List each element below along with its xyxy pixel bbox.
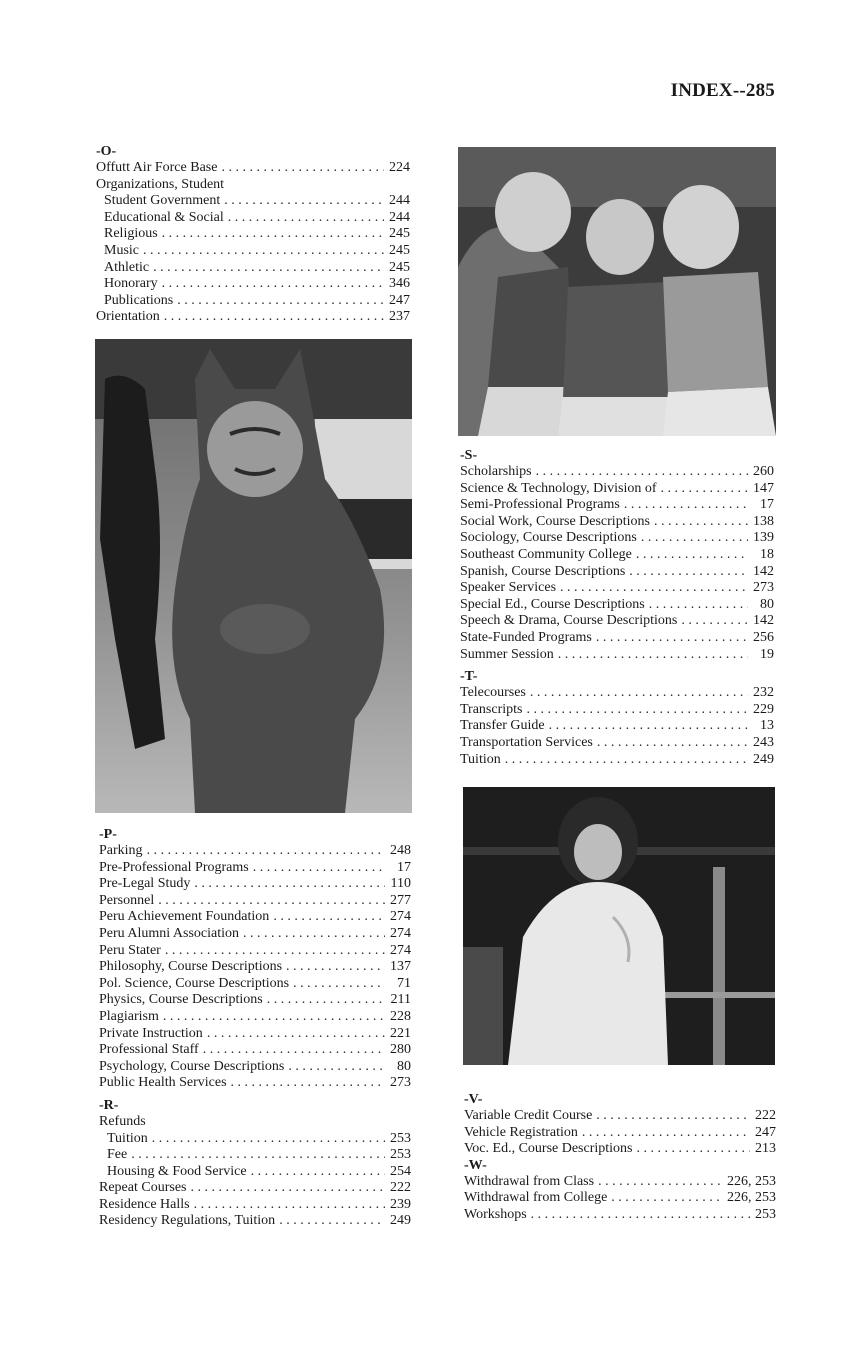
index-entry xyxy=(460,580,774,597)
index-entry xyxy=(99,1147,411,1164)
section-letter-w: -W- xyxy=(464,1157,487,1173)
entry-page-number: 274 xyxy=(390,925,411,941)
dot-leader xyxy=(549,718,748,735)
dot-leader xyxy=(598,1174,723,1191)
entry-label: Transfer Guide xyxy=(460,718,545,734)
index-entry xyxy=(99,1114,411,1131)
index-entry xyxy=(96,276,410,293)
dot-leader xyxy=(203,1042,385,1059)
index-entry xyxy=(99,876,411,893)
entry-page-number: 221 xyxy=(390,1025,411,1041)
entry-page-number: 280 xyxy=(390,1042,411,1058)
dot-leader xyxy=(267,992,385,1009)
dot-leader xyxy=(624,497,748,514)
index-entry xyxy=(460,718,774,735)
dot-leader xyxy=(288,1059,385,1076)
entry-label: Fee xyxy=(107,1147,128,1163)
entry-label: Publications xyxy=(104,292,174,308)
index-entry xyxy=(464,1141,776,1158)
entry-label: Public Health Services xyxy=(99,1075,227,1091)
entry-page-number: 147 xyxy=(753,480,774,496)
entry-label: Refunds xyxy=(99,1113,146,1129)
entry-label: Vehicle Registration xyxy=(464,1124,578,1140)
dot-leader xyxy=(530,685,748,702)
index-entry xyxy=(99,1213,411,1230)
index-entry xyxy=(96,309,410,326)
index-entry xyxy=(464,1125,776,1142)
dot-leader xyxy=(194,1197,385,1214)
entry-label: Music xyxy=(104,242,139,258)
index-entry xyxy=(99,926,411,943)
dot-leader xyxy=(153,260,384,277)
index-entry xyxy=(99,1075,411,1092)
index-entry xyxy=(96,177,410,194)
entry-label: Speech & Drama, Course Descriptions xyxy=(460,613,678,629)
entry-page-number: 253 xyxy=(390,1147,411,1163)
dot-leader xyxy=(158,893,385,910)
dot-leader xyxy=(194,876,385,893)
entry-page-number: 17 xyxy=(760,497,774,513)
entry-label: Organizations, Student xyxy=(96,176,225,192)
dot-leader xyxy=(596,1108,750,1125)
index-section-o xyxy=(96,144,410,326)
index-entry xyxy=(460,530,774,547)
entry-page-number: 232 xyxy=(753,685,774,701)
entry-label: Withdrawal from Class xyxy=(464,1173,595,1189)
entry-label: Offutt Air Force Base xyxy=(96,160,218,175)
entry-label: Personnel xyxy=(99,892,155,908)
entry-label: Tuition xyxy=(107,1130,148,1146)
dot-leader xyxy=(286,959,385,976)
dot-leader xyxy=(293,976,385,993)
dot-leader xyxy=(253,860,385,877)
dot-leader xyxy=(243,926,385,943)
dot-leader xyxy=(231,1075,385,1092)
entry-label: Special Ed., Course Descriptions xyxy=(460,596,645,612)
entry-label: Telecourses xyxy=(460,685,526,701)
entry-page-number: 248 xyxy=(390,843,411,858)
entry-label: Peru Achievement Foundation xyxy=(99,909,270,925)
entry-label: Science & Technology, Division of xyxy=(460,480,657,496)
photo-student-white-sweater xyxy=(463,787,775,1065)
dot-leader xyxy=(654,514,748,531)
index-entry xyxy=(99,1042,411,1059)
dot-leader xyxy=(641,530,748,547)
dot-leader xyxy=(649,597,748,614)
index-entry xyxy=(464,1174,776,1191)
dot-leader xyxy=(221,160,384,177)
entry-label: Variable Credit Course xyxy=(464,1108,593,1123)
entry-page-number: 245 xyxy=(389,242,410,258)
entry-page-number: 142 xyxy=(753,563,774,579)
entry-label: Plagiarism xyxy=(99,1008,159,1024)
dot-leader xyxy=(273,909,385,926)
entry-page-number: 243 xyxy=(753,734,774,750)
entry-label: Peru Stater xyxy=(99,942,161,958)
entry-page-number: 80 xyxy=(397,1058,411,1074)
dot-leader xyxy=(131,1147,385,1164)
index-entry xyxy=(460,597,774,614)
entry-page-number: 226, 253 xyxy=(727,1173,776,1189)
index-entry xyxy=(460,514,774,531)
section-letter-t: -T- xyxy=(460,669,478,685)
dot-leader xyxy=(611,1190,723,1207)
entry-page-number: 254 xyxy=(390,1163,411,1179)
entry-label: Transportation Services xyxy=(460,734,593,750)
entry-page-number: 142 xyxy=(753,613,774,629)
entry-label: Housing & Food Service xyxy=(107,1163,247,1179)
entry-page-number: 253 xyxy=(755,1206,776,1222)
dot-leader xyxy=(279,1213,385,1230)
entry-page-number: 253 xyxy=(390,1130,411,1146)
index-entry xyxy=(99,976,411,993)
dot-leader xyxy=(681,613,748,630)
dot-leader xyxy=(527,702,749,719)
dot-leader xyxy=(536,464,748,481)
entry-label: Speaker Services xyxy=(460,580,557,596)
index-entry xyxy=(99,893,411,910)
dot-leader xyxy=(177,293,384,310)
entry-label: Scholarships xyxy=(460,464,532,479)
index-entry xyxy=(96,293,410,310)
entry-label: Spanish, Course Descriptions xyxy=(460,563,626,579)
entry-page-number: 139 xyxy=(753,530,774,546)
dot-leader xyxy=(165,943,385,960)
entry-label: Transcripts xyxy=(460,701,523,717)
index-section-p xyxy=(99,827,411,1230)
entry-label: Social Work, Course Descriptions xyxy=(460,513,650,529)
entry-page-number: 137 xyxy=(390,959,411,975)
index-entry xyxy=(99,1197,411,1214)
index-entry xyxy=(99,1180,411,1197)
entry-page-number: 80 xyxy=(760,596,774,612)
entry-page-number: 249 xyxy=(390,1213,411,1229)
entry-page-number: 247 xyxy=(389,292,410,308)
entry-page-number: 17 xyxy=(397,859,411,875)
index-entry xyxy=(460,702,774,719)
entry-page-number: 237 xyxy=(389,309,410,325)
entry-page-number: 71 xyxy=(397,975,411,991)
entry-page-number: 239 xyxy=(390,1196,411,1212)
entry-page-number: 228 xyxy=(390,1008,411,1024)
entry-page-number: 247 xyxy=(755,1124,776,1140)
entry-page-number: 224 xyxy=(389,160,410,175)
entry-page-number: 138 xyxy=(753,513,774,529)
dot-leader xyxy=(224,193,384,210)
dot-leader xyxy=(582,1125,750,1142)
index-entry xyxy=(96,243,410,260)
dot-leader xyxy=(636,547,748,564)
index-entry xyxy=(99,843,411,860)
entry-label: Tuition xyxy=(460,751,501,767)
entry-page-number: 260 xyxy=(753,464,774,479)
section-letter-o: -O- xyxy=(96,144,117,159)
entry-label: Residence Halls xyxy=(99,1196,190,1212)
index-entry xyxy=(464,1190,776,1207)
photo-cheerleaders xyxy=(458,147,776,436)
entry-page-number: 346 xyxy=(389,276,410,292)
page-header: INDEX--285 xyxy=(670,80,775,101)
dot-leader xyxy=(558,647,748,664)
entry-page-number: 274 xyxy=(390,909,411,925)
dot-leader xyxy=(637,1141,751,1158)
dot-leader xyxy=(629,564,748,581)
entry-label: Athletic xyxy=(104,259,150,275)
dot-leader xyxy=(228,210,384,227)
entry-page-number: 229 xyxy=(753,701,774,717)
index-entry xyxy=(460,564,774,581)
dot-leader xyxy=(505,752,748,769)
index-entry xyxy=(460,630,774,647)
index-entry xyxy=(464,1108,776,1125)
entry-page-number: 213 xyxy=(755,1141,776,1157)
index-entry xyxy=(99,909,411,926)
index-section-s xyxy=(460,448,774,768)
dot-leader xyxy=(163,1009,385,1026)
dot-leader xyxy=(596,630,748,647)
entry-page-number: 211 xyxy=(390,992,411,1008)
entry-label: Religious xyxy=(104,226,158,242)
section-letter-s: -S- xyxy=(460,448,478,463)
entry-page-number: 244 xyxy=(389,193,410,209)
index-entry xyxy=(99,1026,411,1043)
index-entry xyxy=(460,735,774,752)
index-entry xyxy=(99,860,411,877)
section-letter-r: -R- xyxy=(99,1097,119,1113)
index-entry xyxy=(96,160,410,177)
entry-label: Pol. Science, Course Descriptions xyxy=(99,975,290,991)
dot-leader xyxy=(251,1164,385,1181)
index-entry xyxy=(460,613,774,630)
entry-label: Parking xyxy=(99,843,143,858)
index-entry xyxy=(464,1207,776,1224)
entry-page-number: 222 xyxy=(755,1108,776,1123)
dot-leader xyxy=(190,1180,385,1197)
index-entry xyxy=(96,260,410,277)
index-entry xyxy=(96,193,410,210)
entry-label: Pre-Legal Study xyxy=(99,876,191,892)
dot-leader xyxy=(597,735,748,752)
section-letter-v: -V- xyxy=(464,1092,483,1107)
entry-page-number: 222 xyxy=(390,1180,411,1196)
dot-leader xyxy=(531,1207,750,1224)
entry-page-number: 273 xyxy=(753,580,774,596)
index-entry xyxy=(99,1009,411,1026)
dot-leader xyxy=(164,309,384,326)
entry-label: Physics, Course Descriptions xyxy=(99,992,263,1008)
index-entry xyxy=(99,992,411,1009)
entry-label: Summer Session xyxy=(460,646,554,662)
entry-label: State-Funded Programs xyxy=(460,629,592,645)
entry-label: Orientation xyxy=(96,309,160,325)
dot-leader xyxy=(162,226,384,243)
entry-page-number: 13 xyxy=(760,718,774,734)
dot-leader xyxy=(560,580,748,597)
dot-leader xyxy=(147,843,385,860)
entry-label: Semi-Professional Programs xyxy=(460,497,620,513)
index-entry xyxy=(99,1131,411,1148)
entry-page-number: 18 xyxy=(760,546,774,562)
index-entry xyxy=(460,481,774,498)
index-entry xyxy=(99,943,411,960)
dot-leader xyxy=(143,243,384,260)
entry-page-number: 19 xyxy=(760,646,774,662)
index-section-v xyxy=(464,1092,776,1224)
entry-label: Peru Alumni Association xyxy=(99,925,239,941)
entry-label: Philosophy, Course Descriptions xyxy=(99,959,283,975)
entry-label: Psychology, Course Descriptions xyxy=(99,1058,285,1074)
index-entry xyxy=(460,647,774,664)
index-entry xyxy=(460,497,774,514)
index-entry xyxy=(460,547,774,564)
entry-label: Repeat Courses xyxy=(99,1180,187,1196)
index-entry xyxy=(460,685,774,702)
index-entry xyxy=(99,959,411,976)
index-entry xyxy=(99,1164,411,1181)
entry-page-number: 244 xyxy=(389,209,410,225)
dot-leader xyxy=(661,481,748,498)
entry-page-number: 226, 253 xyxy=(727,1190,776,1206)
section-letter-p: -P- xyxy=(99,827,117,842)
entry-label: Withdrawal from College xyxy=(464,1190,608,1206)
index-entry xyxy=(99,1059,411,1076)
entry-label: Private Instruction xyxy=(99,1025,203,1041)
entry-label: Voc. Ed., Course Descriptions xyxy=(464,1141,633,1157)
dot-leader xyxy=(207,1026,385,1043)
entry-label: Residency Regulations, Tuition xyxy=(99,1213,276,1229)
entry-label: Southeast Community College xyxy=(460,546,632,562)
dot-leader xyxy=(162,276,384,293)
entry-label: Pre-Professional Programs xyxy=(99,859,249,875)
entry-label: Educational & Social xyxy=(104,209,224,225)
entry-label: Sociology, Course Descriptions xyxy=(460,530,637,546)
entry-page-number: 256 xyxy=(753,629,774,645)
entry-page-number: 110 xyxy=(390,876,411,892)
index-entry xyxy=(96,226,410,243)
dot-leader xyxy=(152,1131,385,1148)
entry-page-number: 249 xyxy=(753,751,774,767)
entry-label: Professional Staff xyxy=(99,1042,199,1058)
entry-label: Student Government xyxy=(104,193,221,209)
entry-page-number: 273 xyxy=(390,1075,411,1091)
entry-label: Workshops xyxy=(464,1206,527,1222)
index-entry xyxy=(460,752,774,769)
index-entry xyxy=(96,210,410,227)
entry-page-number: 245 xyxy=(389,226,410,242)
index-entry xyxy=(460,464,774,481)
entry-label: Honorary xyxy=(104,276,158,292)
entry-page-number: 274 xyxy=(390,942,411,958)
photo-bobcat-mascot xyxy=(95,339,412,813)
entry-page-number: 245 xyxy=(389,259,410,275)
entry-page-number: 277 xyxy=(390,892,411,908)
